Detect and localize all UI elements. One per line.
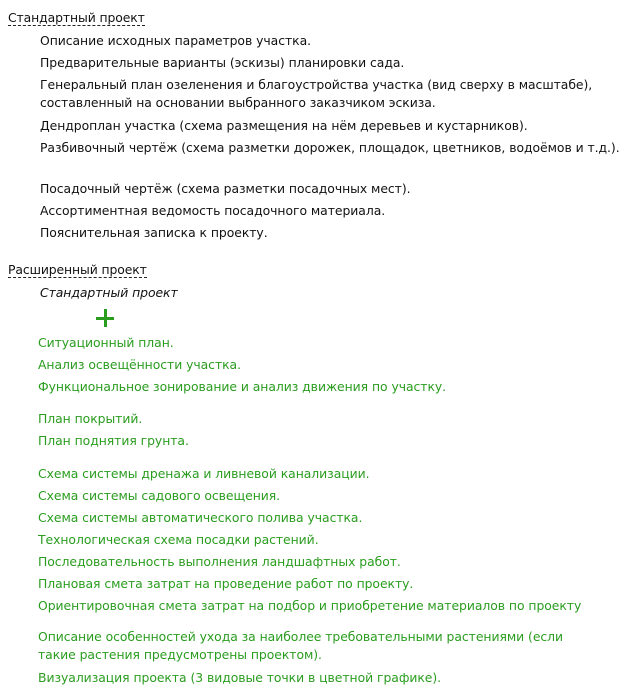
extended-item: План покрытий.	[38, 411, 143, 426]
standard-item: Пояснительная записка к проекту.	[40, 225, 268, 240]
standard-item: Разбивочный чертёж (схема разметки дорожек, площадок, цветников, водоёмов и т.д.).	[40, 140, 620, 155]
extended-item: Схема системы дренажа и ливневой канализации.	[38, 466, 370, 481]
extended-item: Функциональное зонирование и анализ движения по участку.	[38, 379, 447, 394]
extended-item: Описание особенностей ухода за наиболее требовательными растениями (если такие растения предусмотрены проектом).	[38, 629, 564, 662]
extended-item: Технологическая схема посадки растений.	[38, 532, 319, 547]
extended-item: План поднятия грунта.	[38, 433, 189, 448]
extended-item: Ситуационный план.	[38, 335, 174, 350]
extended-item: Схема системы садового освещения.	[38, 488, 281, 503]
extended-item: Анализ освещённости участка.	[38, 357, 241, 372]
standard-item: Генеральный план озеленения и благоустройства участка (вид сверху в масштабе), составленный на основании выбранного заказчиком эскиза.	[40, 77, 593, 110]
extended-item: Плановая смета затрат на проведение работ по проекту.	[38, 576, 414, 591]
extended-item: Последовательность выполнения ландшафтных работ.	[38, 554, 401, 569]
standard-item: Предварительные варианты (эскизы) планировки сада.	[40, 55, 405, 70]
standard-item: Описание исходных параметров участка.	[40, 33, 311, 48]
standard-item: Ассортиментная ведомость посадочного материала.	[40, 203, 386, 218]
plus-icon	[95, 308, 115, 328]
extended-item: Визуализация проекта (3 видовые точки в цветной графике).	[38, 670, 442, 685]
extended-item: Схема системы автоматического полива участка.	[38, 510, 363, 525]
standard-item: Дендроплан участка (схема размещения на нём деревьев и кустарников).	[40, 118, 528, 133]
standard-item: Посадочный чертёж (схема разметки посадочных мест).	[40, 181, 411, 196]
extended-item: Ориентировочная смета затрат на подбор и приобретение материалов по проекту	[38, 598, 582, 613]
standard-project-heading[interactable]: Стандартный проект	[8, 10, 145, 25]
extended-project-heading[interactable]: Расширенный проект	[8, 262, 147, 277]
extended-base-label: Стандартный проект	[40, 285, 178, 300]
